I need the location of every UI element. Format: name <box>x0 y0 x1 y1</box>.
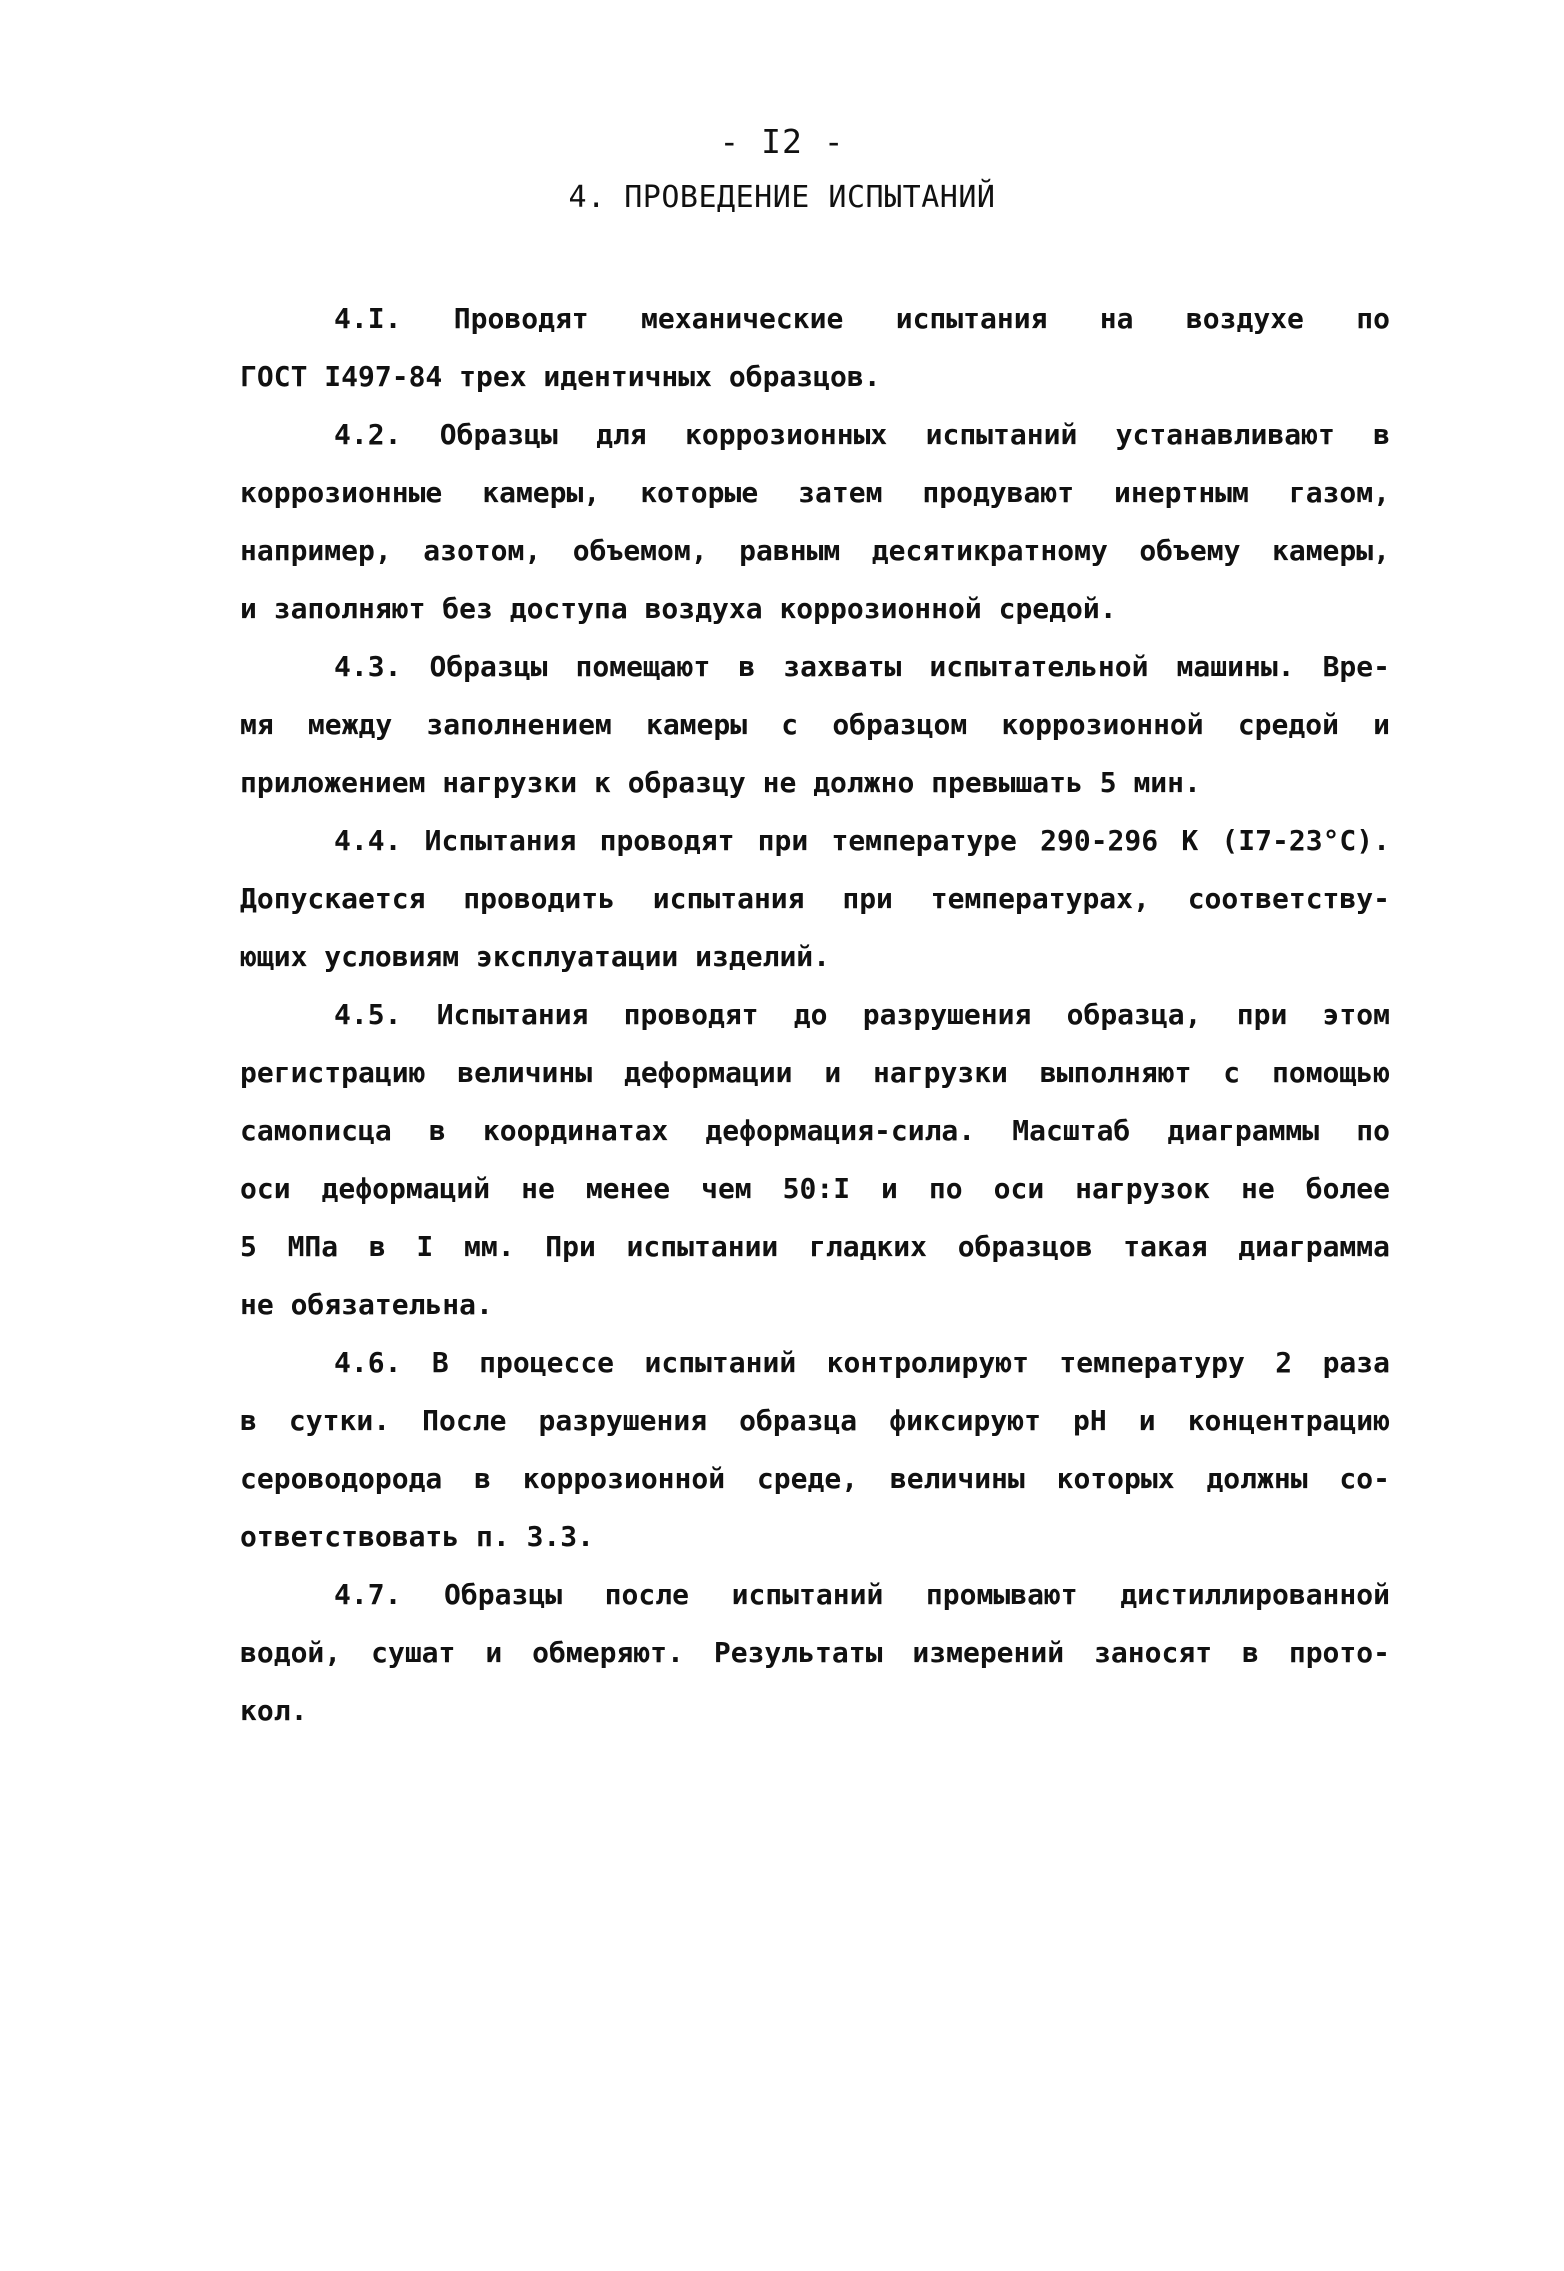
text-line: ГОСТ I497-84 трех идентичных образцов. <box>240 360 881 393</box>
text-line: оси деформаций не менее чем 50:I и по оси нагрузок не более <box>240 1172 1390 1205</box>
text-line: 4.2. Образцы для коррозионных испытаний устанавливают в <box>334 418 1390 451</box>
text-line: коррозионные камеры, которые затем продувают инертным газом, <box>240 476 1390 509</box>
paragraph-4-2 <box>240 406 1390 638</box>
text-line: 4.6. В процессе испытаний контролируют температуру 2 раза <box>334 1346 1390 1379</box>
text-line: самописца в координатах деформация-сила. Масштаб диаграммы по <box>240 1114 1390 1147</box>
paragraph-4-5 <box>240 986 1390 1334</box>
text-line: 4.5. Испытания проводят до разрушения образца, при этом <box>334 998 1390 1031</box>
section-title: 4. ПРОВЕДЕНИЕ ИСПЫТАНИЙ <box>568 180 996 215</box>
paragraph-4-3 <box>240 638 1390 812</box>
text-line: 4.3. Образцы помещают в захваты испытательной машины. Вре- <box>334 650 1390 683</box>
text-line: приложением нагрузки к образцу не должно превышать 5 мин. <box>240 766 1201 799</box>
text-line: кол. <box>240 1694 308 1727</box>
paragraph-4-4 <box>240 812 1390 986</box>
text-line: ющих условиям эксплуатации изделий. <box>240 940 831 973</box>
text-line: не обязательна. <box>240 1288 493 1321</box>
paragraph-4-7 <box>240 1566 1390 1740</box>
text-line: 4.4. Испытания проводят при температуре 290-296 К (I7-23°С). <box>334 824 1390 857</box>
text-line: регистрацию величины деформации и нагрузки выполняют с помощью <box>240 1056 1390 1089</box>
text-line: Допускается проводить испытания при температурах, соответству- <box>240 882 1390 915</box>
text-line: в сутки. После разрушения образца фиксируют pH и концентрацию <box>240 1404 1390 1437</box>
text-line: сероводорода в коррозионной среде, величины которых должны со- <box>240 1462 1390 1495</box>
document-body <box>240 290 1390 1740</box>
paragraph-4-1 <box>240 290 1390 406</box>
text-line: водой, сушат и обмеряют. Результаты измерений заносят в прото- <box>240 1636 1390 1669</box>
text-line: и заполняют без доступа воздуха коррозионной средой. <box>240 592 1117 625</box>
page-number: - I2 - <box>719 122 845 161</box>
text-line: 5 МПа в I мм. При испытании гладких образцов такая диаграмма <box>240 1230 1390 1263</box>
text-line: ответствовать п. 3.3. <box>240 1520 595 1553</box>
text-line: 4.I. Проводят механические испытания на воздухе по <box>334 302 1390 335</box>
text-line: например, азотом, объемом, равным десятикратному объему камеры, <box>240 534 1390 567</box>
paragraph-4-6 <box>240 1334 1390 1566</box>
text-line: 4.7. Образцы после испытаний промывают дистиллированной <box>334 1578 1390 1611</box>
text-line: мя между заполнением камеры с образцом коррозионной средой и <box>240 708 1390 741</box>
